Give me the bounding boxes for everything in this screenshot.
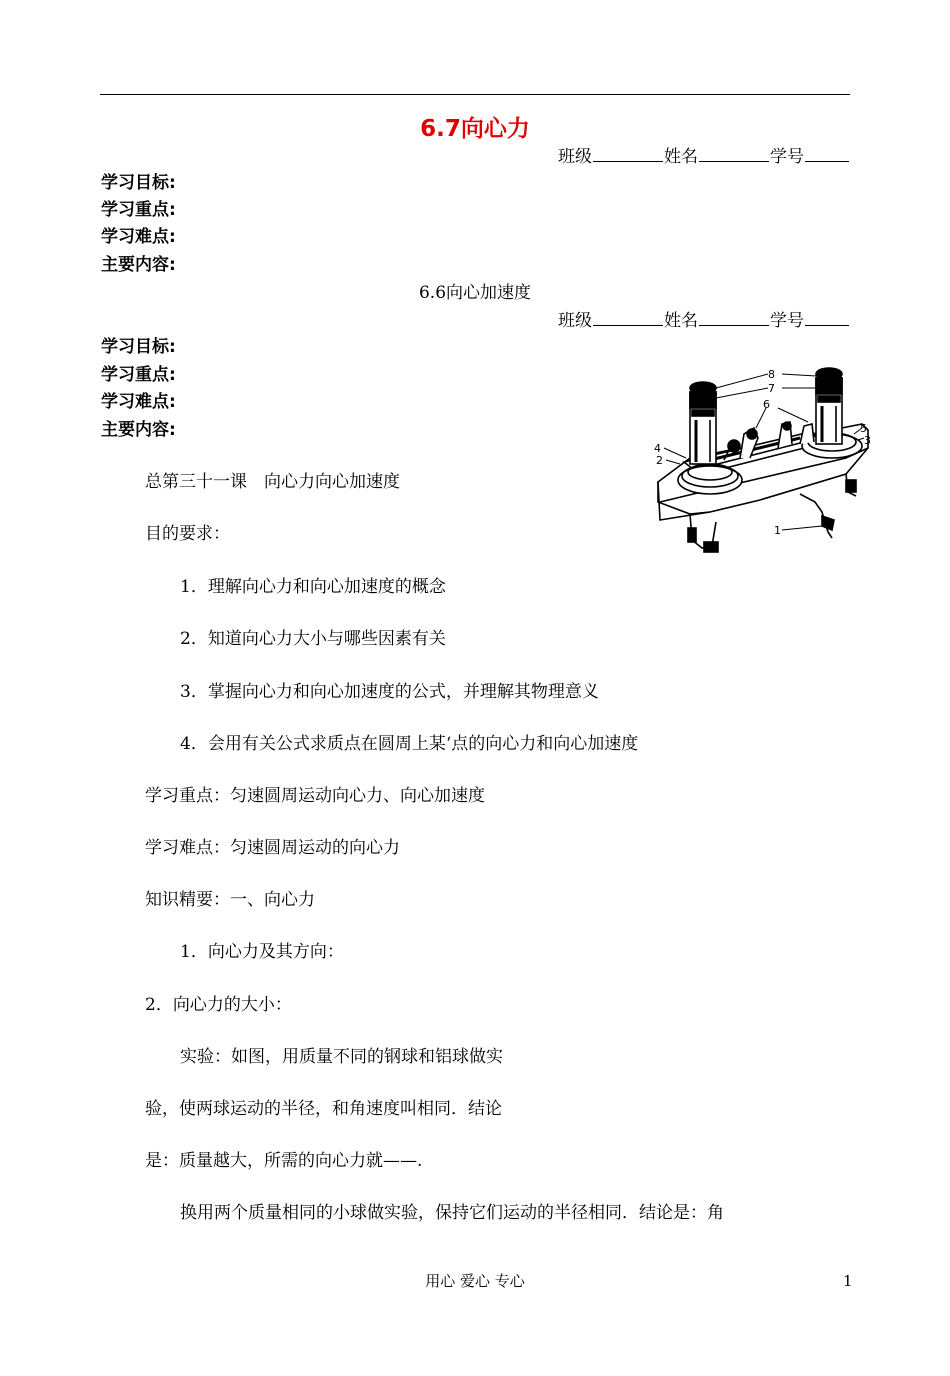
key-point-text: 学习重点：匀速圆周运动向心力、向心加速度 [145, 786, 485, 806]
knowledge-heading: 知识精要：一、向心力 [145, 890, 315, 910]
lesson-heading: 总第三十一课 向心力向心加速度 [145, 472, 400, 492]
figure-label: 7 [768, 382, 775, 395]
number-label: 学号 [770, 147, 804, 167]
name-label: 姓名 [664, 147, 698, 167]
knowledge-item-1: 1．向心力及其方向： [180, 942, 344, 962]
requirement-item: 4．会用有关公式求质点在圆周上某‘点的向心力和向心加速度 [180, 734, 639, 754]
student-info-line [558, 142, 850, 167]
difficulties-heading-2: 学习难点: [101, 392, 176, 412]
knowledge-item-2: 2．向心力的大小： [145, 995, 292, 1015]
class-blank[interactable] [593, 160, 663, 162]
figure-label: 2 [656, 454, 663, 467]
figure-label: 5 [860, 422, 867, 435]
experiment-text: 换用两个质量相同的小球做实验，保持它们运动的半径相同．结论是：角 [180, 1203, 724, 1223]
name-label: 姓名 [664, 311, 698, 331]
goals-heading-2: 学习目标: [101, 337, 176, 357]
difficulty-text: 学习难点：匀速圆周运动的向心力 [145, 838, 400, 858]
page-title: 6.7向心力 [420, 116, 530, 142]
figure-label: 3 [864, 434, 871, 447]
requirement-item: 1．理解向心力和向心加速度的概念 [180, 577, 446, 597]
main-content-heading: 主要内容: [101, 255, 176, 275]
section-subtitle: 6.6向心加速度 [418, 283, 532, 303]
requirement-item: 2．知道向心力大小与哪些因素有关 [180, 629, 446, 649]
class-blank[interactable] [593, 324, 663, 326]
footer-motto: 用心 爱心 专心 [425, 1272, 525, 1290]
figure-label: 6 [763, 398, 770, 411]
figure-label: 1 [774, 524, 781, 537]
experiment-text: 是：质量越大，所需的向心力就——. [145, 1151, 423, 1171]
top-rule [100, 94, 850, 95]
main-content-heading-2: 主要内容: [101, 420, 176, 440]
key-points-heading-2: 学习重点: [101, 365, 176, 385]
requirement-item: 3．掌握向心力和向心加速度的公式，并理解其物理意义 [180, 682, 599, 702]
class-label: 班级 [558, 311, 592, 331]
requirements-title: 目的要求： [145, 524, 230, 544]
number-blank[interactable] [805, 160, 849, 162]
number-blank[interactable] [805, 324, 849, 326]
student-info-line-2 [558, 306, 850, 331]
difficulties-heading: 学习难点: [101, 227, 176, 247]
class-label: 班级 [558, 147, 592, 167]
experiment-text: 验，使两球运动的半径，和角速度叫相同．结论 [145, 1099, 502, 1119]
centripetal-force-apparatus-figure [650, 362, 882, 564]
key-points-heading: 学习重点: [101, 200, 176, 220]
figure-label: 8 [768, 368, 775, 381]
number-label: 学号 [770, 311, 804, 331]
figure-label: 4 [654, 442, 661, 455]
page-number: 1 [843, 1272, 853, 1290]
name-blank[interactable] [699, 324, 769, 326]
experiment-text: 实验：如图，用质量不同的钢球和铝球做实 [180, 1047, 503, 1067]
name-blank[interactable] [699, 160, 769, 162]
goals-heading: 学习目标: [101, 173, 176, 193]
